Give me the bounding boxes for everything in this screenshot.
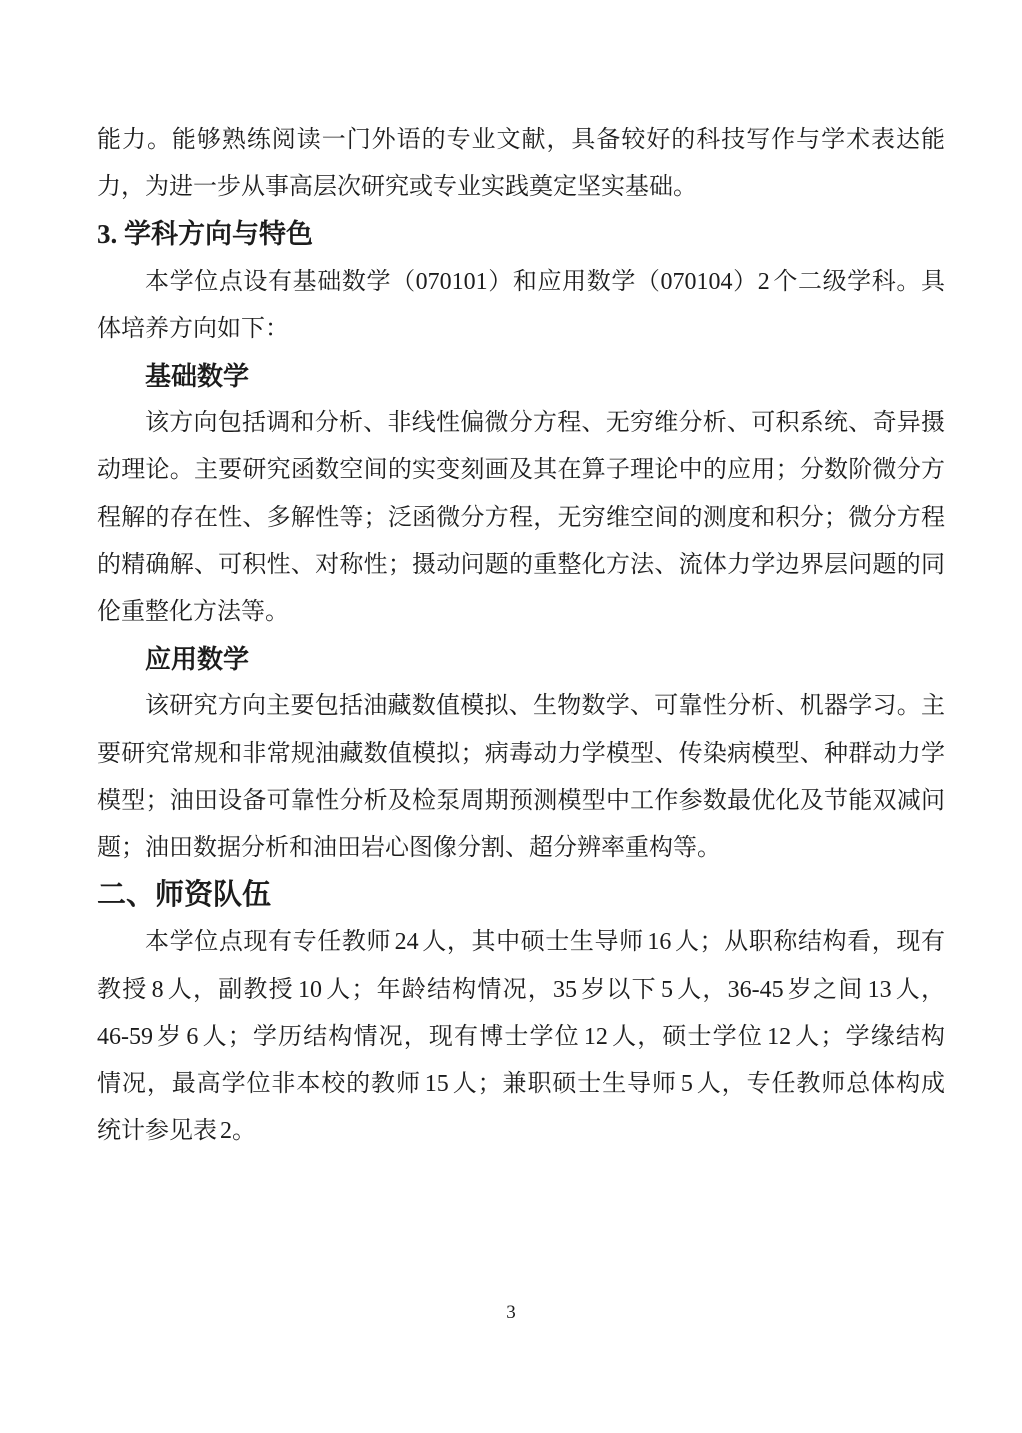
text-line: 题；油田数据分析和油田岩心图像分割、超分辨率重构等。 bbox=[97, 835, 721, 862]
subheading-fundamental-math: 基础数学 bbox=[145, 362, 250, 392]
paragraph-fundamental-math bbox=[97, 400, 945, 636]
text-line: 的精确解、可积性、对称性；摄动问题的重整化方法、流体力学边界层问题的同 bbox=[97, 551, 945, 578]
page-footer bbox=[0, 1300, 1022, 1326]
text-line: 力，为进一步从事高层次研究或专业实践奠定坚实基础。 bbox=[97, 174, 697, 201]
text-line: 要研究常规和非常规油藏数值模拟；病毒动力学模型、传染病模型、种群动力学 bbox=[97, 740, 945, 767]
paragraph-continuation bbox=[97, 117, 945, 211]
paragraph-applied-math bbox=[97, 683, 945, 872]
text-line: 该方向包括调和分析、非线性偏微分方程、无穷维分析、可积系统、奇异摄 bbox=[145, 410, 945, 437]
subheading-applied-math: 应用数学 bbox=[145, 645, 250, 675]
paragraph-discipline-intro bbox=[97, 259, 945, 353]
page-number: 3 bbox=[506, 1302, 516, 1323]
paragraph-faculty bbox=[97, 919, 945, 1155]
text-line: 统计参见表 2。 bbox=[97, 1118, 256, 1145]
text-line: 伦重整化方法等。 bbox=[97, 599, 289, 626]
text-line: 教授 8 人，副教授 10 人；年龄结构情况，35 岁以下 5 人，36-45 岁之间 13 人， bbox=[97, 976, 945, 1003]
text-line: 该研究方向主要包括油藏数值模拟、生物数学、可靠性分析、机器学习。主 bbox=[145, 693, 945, 720]
text-line: 本学位点现有专任教师 24 人，其中硕士生导师 16 人；从职称结构看，现有 bbox=[145, 929, 945, 956]
document-body bbox=[97, 117, 945, 1155]
text-line: 体培养方向如下： bbox=[97, 315, 289, 342]
text-line: 能力。能够熟练阅读一门外语的专业文献，具备较好的科技写作与学术表达能 bbox=[97, 127, 945, 153]
text-line: 程解的存在性、多解性等；泛函微分方程，无穷维空间的测度和积分；微分方程 bbox=[97, 504, 945, 531]
text-line: 46-59 岁 6 人；学历结构情况，现有博士学位 12 人，硕士学位 12 人；学缘结构 bbox=[97, 1023, 945, 1050]
section-heading-faculty: 二、师资队伍 bbox=[97, 879, 272, 912]
text-line: 本学位点设有基础数学（070101）和应用数学（070104）2 个二级学科。具 bbox=[145, 268, 945, 295]
text-line: 模型；油田设备可靠性分析及检泵周期预测模型中工作参数最优化及节能双减问 bbox=[97, 787, 945, 814]
section-heading-discipline-directions: 3. 学科方向与特色 bbox=[97, 219, 313, 250]
text-line: 情况，最高学位非本校的教师 15 人；兼职硕士生导师 5 人，专任教师总体构成 bbox=[97, 1071, 945, 1098]
text-line: 动理论。主要研究函数空间的实变刻画及其在算子理论中的应用；分数阶微分方 bbox=[97, 457, 945, 484]
